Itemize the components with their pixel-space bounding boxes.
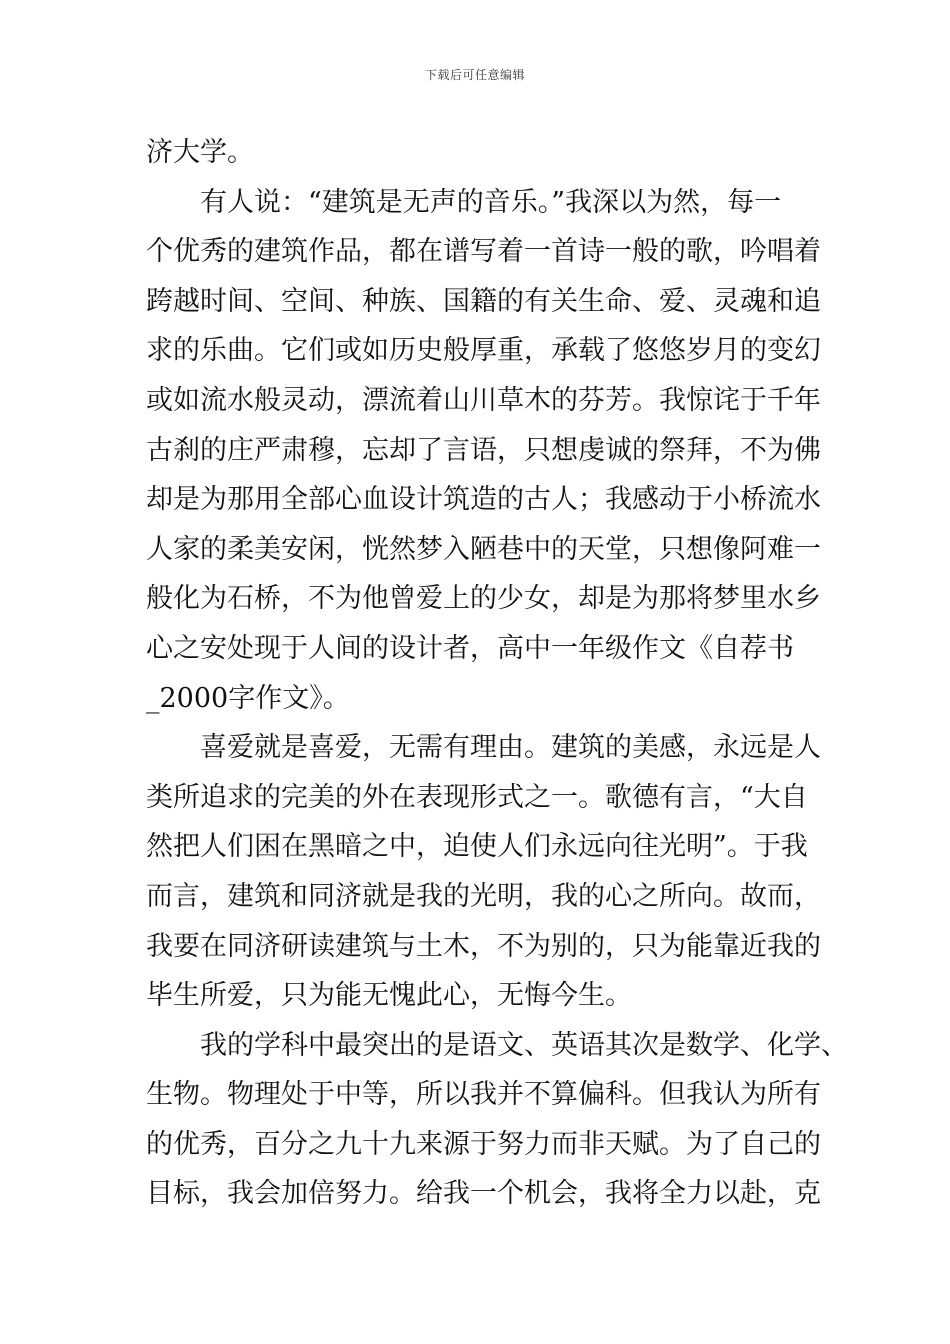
text-line: 类所追求的完美的外在表现形式之一。歌德有言，“大自: [146, 781, 808, 813]
text-line: 而言，建筑和同济就是我的光明，我的心之所向。故而，: [146, 880, 821, 912]
text-line: 般化为石桥，不为他曾爱上的少女，却是为那将梦里水乡: [146, 583, 821, 615]
page-header: 下载后可任意编辑: [424, 68, 525, 82]
text-line: 古刹的庄严肃穆，忘却了言语，只想虔诚的祭拜，不为佛: [146, 434, 821, 466]
text-line: 的优秀，百分之九十九来源于努力而非天赋。为了自己的: [146, 1128, 821, 1160]
text-line: 然把人们困在黑暗之中，迫使人们永远向往光明”。于我: [146, 831, 808, 863]
text-line: 却是为那用全部心血设计筑造的古人；我感动于小桥流水: [146, 484, 821, 516]
document-body: [146, 128, 848, 1219]
text-line: 心之安处现于人间的设计者，高中一年级作文《自荐书: [146, 632, 794, 664]
text-line: 毕生所爱，只为能无愧此心，无悔今生。: [146, 980, 632, 1012]
text-line: 济大学。: [146, 137, 254, 168]
text-line: 跨越时间、空间、种族、国籍的有关生命、爱、灵魂和追: [146, 285, 821, 317]
text-line: 个优秀的建筑作品，都在谱写着一首诗一般的歌，吟唱着: [146, 236, 821, 268]
paragraph-first-line: 有人说：“建筑是无声的音乐。”我深以为然，每一: [200, 186, 782, 218]
text-line: 人家的柔美安闲，恍然梦入陋巷中的天堂，只想像阿难一: [146, 533, 821, 565]
text-line: 求的乐曲。它们或如历史般厚重，承载了悠悠岁月的变幻: [146, 335, 821, 367]
text-line: 我要在同济研读建筑与土木，不为别的，只为能靠近我的: [146, 930, 821, 962]
paragraph-first-line: 我的学科中最突出的是语文、英语其次是数学、化学、: [200, 1029, 848, 1061]
text-line: 生物。物理处于中等，所以我并不算偏科。但我认为所有: [146, 1079, 821, 1111]
text-line: _2000字作文》。: [146, 682, 350, 714]
text-line: 目标，我会加倍努力。给我一个机会，我将全力以赴，克: [146, 1178, 821, 1210]
text-line: 或如流水般灵动，漂流着山川草木的芬芳。我惊诧于千年: [146, 384, 821, 416]
paragraph-first-line: 喜爱就是喜爱，无需有理由。建筑的美感，永远是人: [200, 732, 821, 764]
